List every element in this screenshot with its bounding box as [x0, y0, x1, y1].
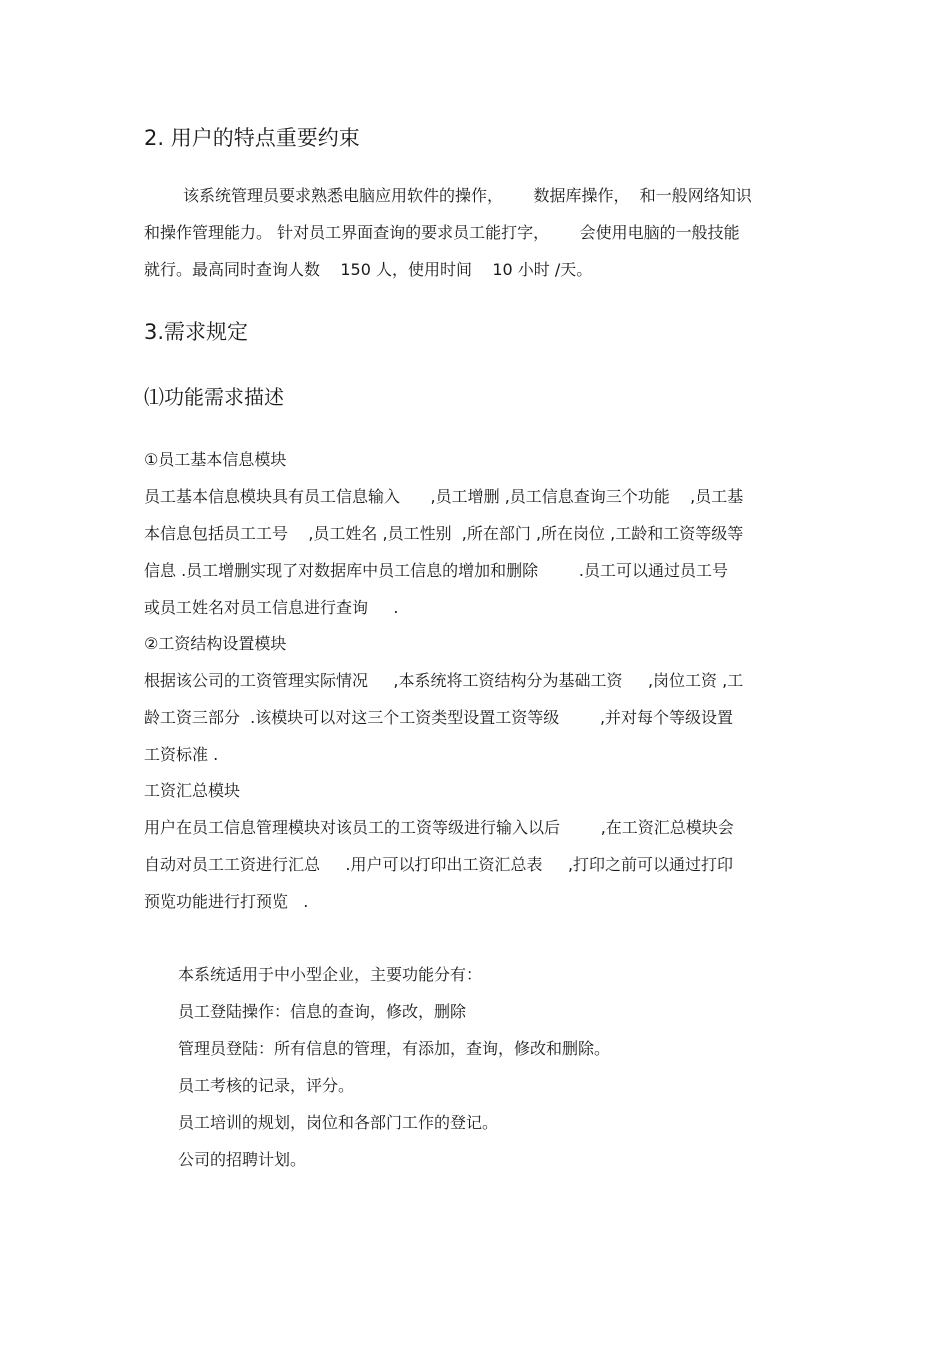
module-3-title: 工资汇总模块 — [144, 781, 241, 800]
summary-line: 管理员登陆：所有信息的管理，有添加，查询，修改和删除。 — [178, 1039, 611, 1058]
summary-line: 本系统适用于中小型企业，主要功能分有： — [178, 965, 483, 984]
paragraph-line: 就行。最高同时查询人数 150 人，使用时间 10 小时 /天。 — [144, 260, 593, 279]
subsection-heading: ⑴功能需求描述 — [144, 385, 284, 409]
paragraph-line: 和操作管理能力。 针对员工界面查询的要求员工能打字， 会使用电脑的一般技能 — [144, 223, 740, 242]
summary-line: 员工考核的记录，评分。 — [178, 1076, 355, 1095]
paragraph-line: 或员工姓名对员工信息进行查询 . — [144, 598, 399, 617]
paragraph-line: 信息 .员工增删实现了对数据库中员工信息的增加和删除 .员工可以通过员工号 — [144, 561, 728, 580]
paragraph-line: 本信息包括员工工号 ,员工姓名 ,员工性别 ,所在部门 ,所在岗位 ,工龄和工资等级等 — [144, 524, 744, 543]
section-2-heading: 2. 用户的特点重要约束 — [144, 126, 360, 150]
paragraph-line: 员工基本信息模块具有员工信息输入 ,员工增删 ,员工信息查询三个功能 ,员工基 — [144, 487, 744, 506]
paragraph-line: 用户在员工信息管理模块对该员工的工资等级进行输入以后 ,在工资汇总模块会 — [144, 818, 734, 837]
summary-line: 员工登陆操作：信息的查询，修改，删除 — [178, 1002, 467, 1021]
paragraph-line: 自动对员工工资进行汇总 .用户可以打印出工资汇总表 ,打印之前可以通过打印 — [144, 855, 734, 874]
section-3-heading: 3.需求规定 — [144, 320, 249, 344]
paragraph-line: 根据该公司的工资管理实际情况 ,本系统将工资结构分为基础工资 ,岗位工资 ,工 — [144, 671, 744, 690]
module-1-title: ①员工基本信息模块 — [144, 450, 287, 469]
paragraph-line: 预览功能进行打预览 . — [144, 892, 309, 911]
paragraph-line: 该系统管理员要求熟悉电脑应用软件的操作， 数据库操作， 和一般网络知识 — [183, 186, 752, 205]
paragraph-line: 工资标准 . — [144, 745, 219, 764]
module-2-title: ②工资结构设置模块 — [144, 634, 287, 653]
summary-line: 公司的招聘计划。 — [178, 1150, 307, 1169]
summary-line: 员工培训的规划，岗位和各部门工作的登记。 — [178, 1113, 499, 1132]
paragraph-line: 龄工资三部分 .该模块可以对这三个工资类型设置工资等级 ,并对每个等级设置 — [144, 708, 734, 727]
